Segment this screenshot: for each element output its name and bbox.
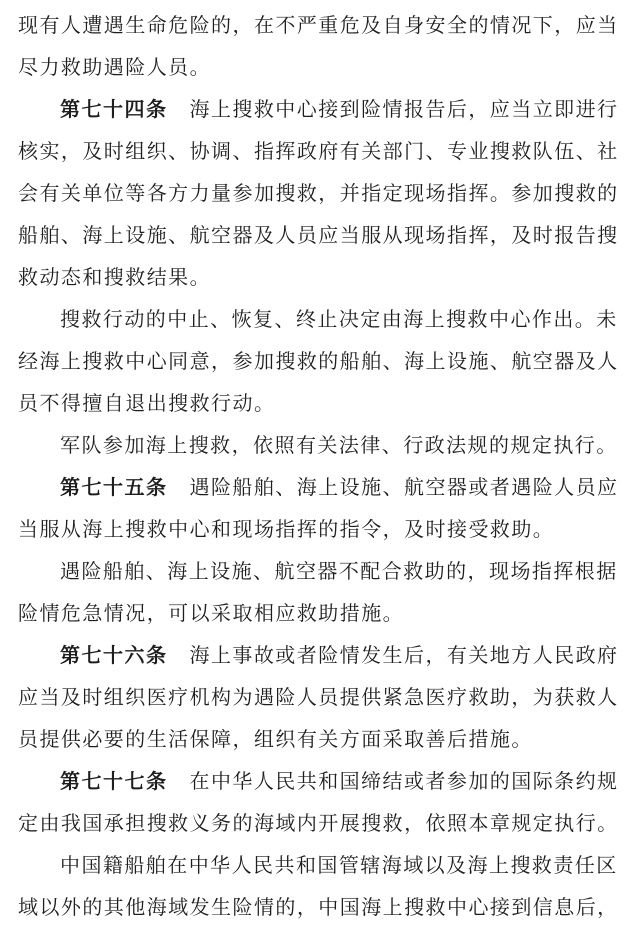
article-74-line: [18, 88, 621, 130]
article-76-line: [18, 634, 621, 676]
text-line: 搜救行动的中止、恢复、终止决定由海上搜救中心作出。未: [60, 307, 618, 331]
article-number: 第七十七条: [60, 769, 168, 793]
text-line: 中国籍船舶在中华人民共和国管辖海域以及海上搜救责任区: [60, 853, 618, 877]
text-line: 尽力救助遇险人员。: [18, 55, 212, 79]
text-line: 会有关单位等各方力量参加搜救，并指定现场指挥。参加搜救的: [18, 181, 619, 205]
text-line: 当服从海上搜救中心和现场指挥的指令，及时接受救助。: [18, 517, 555, 541]
text-line: 员不得擅自退出搜救行动。: [18, 391, 276, 415]
text-line: 经海上搜救中心同意，参加搜救的船舶、海上设施、航空器及人: [18, 349, 619, 373]
article-number: 第七十四条: [60, 97, 168, 121]
article-text: 在中华人民共和国缔结或者参加的国际条约规: [189, 769, 619, 793]
text-line: 船舶、海上设施、航空器及人员应当服从现场指挥，及时报告搜: [18, 223, 619, 247]
text-line: 应当及时组织医疗机构为遇险人员提供紧急医疗救助，为获救人: [18, 685, 619, 709]
text-line: 域以外的其他海域发生险情的，中国海上搜救中心接到信息后，: [18, 895, 619, 919]
text-line: 定由我国承担搜救义务的海域内开展搜救，依照本章规定执行。: [18, 811, 619, 835]
text-line: 遇险船舶、海上设施、航空器不配合救助的，现场指挥根据: [60, 559, 618, 583]
article-text: 海上事故或者险情发生后，有关地方人民政府: [189, 643, 619, 667]
article-text: 海上搜救中心接到险情报告后，应当立即进行: [189, 97, 619, 121]
article-75-line: [18, 466, 621, 508]
text-line: 军队参加海上搜救，依照有关法律、行政法规的规定执行。: [60, 433, 618, 457]
text-line: 员提供必要的生活保障，组织有关方面采取善后措施。: [18, 727, 533, 751]
text-line: 核实，及时组织、协调、指挥政府有关部门、专业搜救队伍、社: [18, 139, 619, 163]
text-line: 现有人遭遇生命危险的，在不严重危及自身安全的情况下，应当: [18, 13, 619, 37]
article-77-line: [18, 760, 621, 802]
article-number: 第七十六条: [60, 643, 168, 667]
article-text: 遇险船舶、海上设施、航空器或者遇险人员应: [189, 475, 619, 499]
text-line: 救动态和搜救结果。: [18, 265, 212, 289]
article-number: 第七十五条: [60, 475, 168, 499]
text-line: 险情危急情况，可以采取相应救助措施。: [18, 601, 405, 625]
